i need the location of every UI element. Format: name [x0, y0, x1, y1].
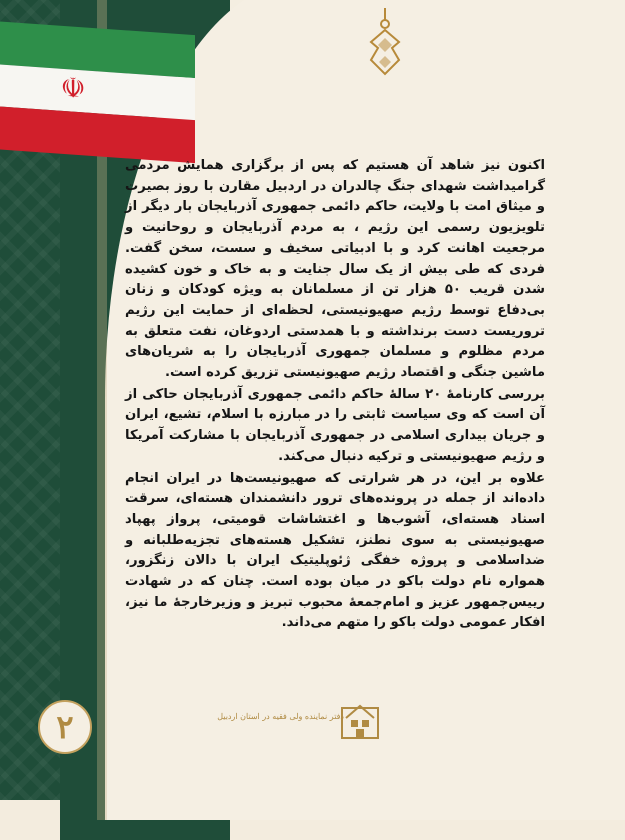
- hanging-lantern-ornament-icon: [364, 8, 406, 80]
- page-number: ۲: [38, 700, 92, 754]
- main-text: [125, 156, 545, 635]
- logo-caption: دفتر نماینده ولی فقیه در استان اردبیل: [217, 712, 344, 721]
- iran-flag-icon: [0, 21, 195, 163]
- flag-emblem-icon: ☫: [60, 70, 86, 106]
- paragraph-1: اکنون نیز شاهد آن هستیم که پس از برگزاری همایش مردمی گرامیداشت شهدای جنگ چالدران در اردبیل مقارن با روز بصیرت و میثاق امت با ولایت، حاکم دائمی جمهوری آذربایجان بار دیگر از تلویزیون رسمی این رژیم ، به مردم آذربایجان و روحانیت و مرجعیت اهانت کرد و با ادبیاتی سخیف و سست، سخن گفت. فردی که طی بیش از یک سال جنایت و به خاک و خون کشیده شدن قریب ۵۰ هزار تن از مسلمانان به ویژه کودکان و زنان بی‌دفاع توسط رژیم صهیونیستی، لحظه‌ای از حمایت این رژیم تروریست دست برنداشته و با همدستی اردوغان، نفت متعلق به مردم مظلوم و مسلمان جمهوری آذربایجان را به شریان‌های ماشین جنگی و اقتصاد رژیم صهیونیستی تزریق کرده است.: [125, 158, 545, 381]
- building-logo-icon: [340, 700, 380, 740]
- paragraph-3: علاوه بر این، در هر شرارتی که صهیونیست‌ها در ایران انجام داده‌اند از جمله در پرونده‌های ترور دانشمندان هسته‌ای، سرقت اسناد هسته‌ای، آشوب‌ها و اغتشاشات قومیتی، پرواز پهپاد صهیونیستی به سوی نطنز، تشکیل هسته‌های تجزیه‌طلبانه و ضداسلامی و پروژه خفگی ژئوپلیتیک ایران با دالان زنگزور، همواره نام دولت باکو در میان بوده است. چنان که در شهادت رییس‌جمهور عزیز و امام‌جمعۀ محبوب تبریز و وزیرخارجۀ ما نیز، افکار عمومی دولت باکو را متهم می‌داند.: [125, 470, 545, 631]
- paragraph-2: بررسی کارنامۀ ۲۰ سالۀ حاکم دائمی جمهوری آذربایجان حاکی از آن است که وی سیاست ثابتی را در مبارزه با اسلام، تشیع، ایران و جریان بیداری اسلامی در جمهوری آذربایجان با مشارکت آمریکا و رژیم صهیونیستی و ترکیه دنبال می‌کند.: [125, 386, 545, 464]
